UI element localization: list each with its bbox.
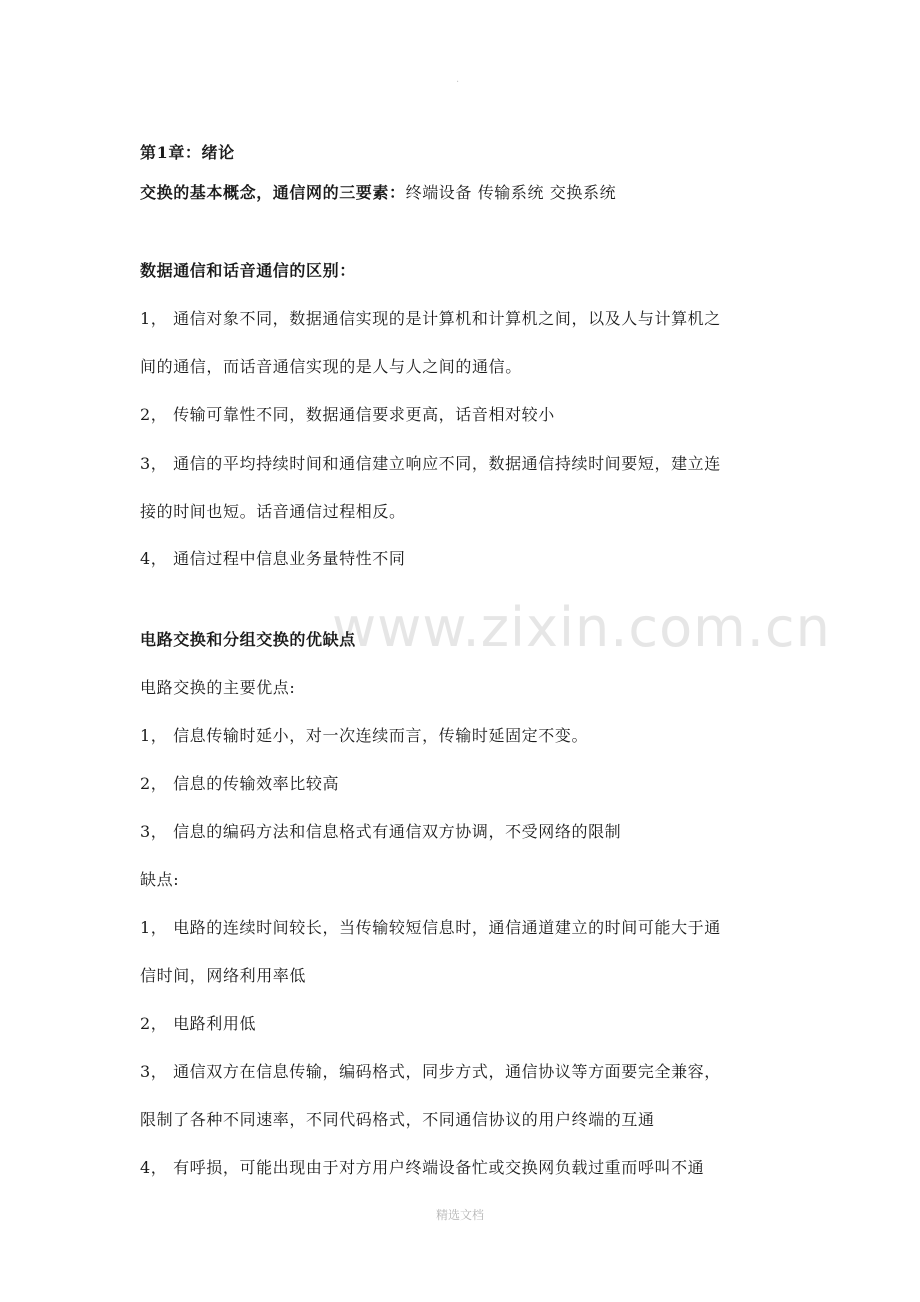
chapter-title: 第1章：绪论 — [140, 143, 235, 162]
advantage-item: 1， 信息传输时延小，对一次连续而言，传输时延固定不变。 — [140, 726, 589, 745]
section1-line: 4， 通信过程中信息业务量特性不同 — [140, 549, 406, 568]
intro-value: 终端设备 传输系统 交换系统 — [405, 183, 617, 202]
section1-line: 接的时间也短。话音通信过程相反。 — [140, 502, 406, 521]
advantages-label: 电路交换的主要优点: — [140, 678, 296, 697]
header-mark: . — [456, 74, 460, 85]
disadvantage-item: 信时间，网络利用率低 — [140, 966, 307, 985]
section2-heading: 电路交换和分组交换的优缺点 — [140, 630, 356, 649]
intro-line — [140, 182, 800, 204]
watermark: www.zixin.com.cn — [332, 596, 831, 659]
disadvantage-item: 3， 通信双方在信息传输，编码格式，同步方式，通信协议等方面要完全兼容， — [140, 1062, 721, 1081]
disadvantage-item: 4， 有呼损，可能出现由于对方用户终端设备忙或交换网负载过重而呼叫不通 — [140, 1158, 705, 1177]
section1-line: 3， 通信的平均持续时间和通信建立响应不同，数据通信持续时间要短，建立连 — [140, 454, 721, 473]
intro-label: 交换的基本概念，通信网的三要素： — [140, 183, 406, 202]
disadvantage-item: 2， 电路利用低 — [140, 1014, 257, 1033]
section1-line: 间的通信，而话音通信实现的是人与人之间的通信。 — [140, 357, 522, 376]
disadvantage-item: 1， 电路的连续时间较长，当传输较短信息时，通信通道建立的时间可能大于通 — [140, 918, 721, 937]
disadvantage-item: 限制了各种不同速率，不同代码格式，不同通信协议的用户终端的互通 — [140, 1110, 655, 1129]
section1-heading: 数据通信和话音通信的区别： — [140, 261, 356, 280]
page-footer: 精选文档 — [435, 1208, 484, 1222]
disadvantages-label: 缺点: — [140, 870, 180, 889]
advantage-item: 3， 信息的编码方法和信息格式有通信双方协调，不受网络的限制 — [140, 822, 622, 841]
advantage-item: 2， 信息的传输效率比较高 — [140, 774, 340, 793]
section1-line: 2， 传输可靠性不同，数据通信要求更高，话音相对较小 — [140, 405, 555, 424]
section1-line: 1， 通信对象不同，数据通信实现的是计算机和计算机之间，以及人与计算机之 — [140, 309, 721, 328]
